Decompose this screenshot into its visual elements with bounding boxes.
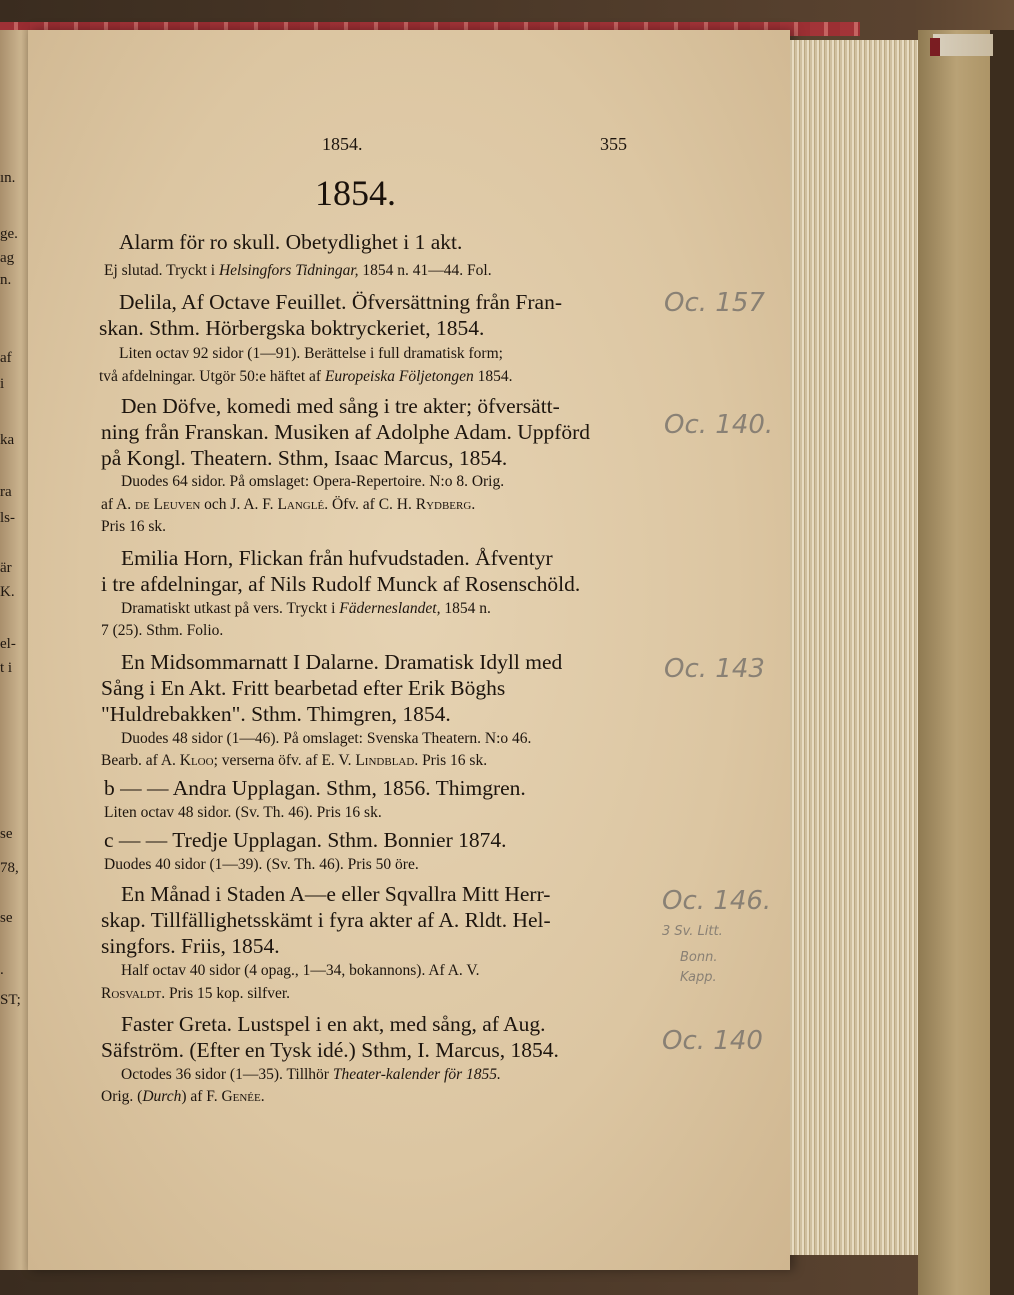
section-title: 1854. (315, 173, 396, 213)
page-number: 355 (600, 134, 627, 154)
entry-note-line (101, 1088, 265, 1106)
entry-title-line: i tre afdelningar, af Nils Rudolf Munck af Rosenschöld. (101, 572, 581, 596)
entry-title-line: på Kongl. Theatern. Sthm, Isaac Marcus, 1854. (101, 446, 508, 470)
note-italic: Helsingfors Tidningar, (218, 262, 359, 279)
note-text: Dramatiskt utkast på vers. Tryckt i (121, 600, 340, 617)
entry-note-line (104, 262, 492, 280)
entry-title-line: En Månad i Staden A—e eller Sqvallra Mitt Herr- (121, 882, 551, 906)
note-text: Bearb. af A. (101, 752, 180, 769)
back-cover-edge (990, 30, 1014, 1295)
entry-note-line: 7 (25). Sthm. Folio. (101, 622, 224, 639)
entry-title-line: Alarm för ro skull. Obetydlighet i 1 akt. (119, 230, 463, 254)
note-smallcaps: Langlé (277, 496, 325, 513)
note-smallcaps: Kloo (179, 752, 214, 769)
margin-fragment: t i (0, 660, 13, 676)
note-text: två afdelningar. Utgör 50:e häftet af (99, 368, 325, 385)
entry-title-line: b — — Andra Upplagan. Sthm, 1856. Thimgren. (104, 776, 526, 800)
note-text: och J. A. F. (200, 496, 278, 513)
note-text: Ej slutad. Tryckt i (104, 262, 219, 279)
pencil-annotation: Kapp. (680, 970, 717, 985)
note-text: ; verserna öfv. af E. V. (213, 752, 356, 769)
pencil-annotation: Oc. 143 (664, 654, 765, 684)
note-smallcaps: Lindblad (355, 752, 415, 769)
pencil-annotation: Oc. 140. (664, 410, 774, 440)
note-text: . (260, 1088, 265, 1105)
entry-note-line: Duodes 64 sidor. På omslaget: Opera-Repertoire. N:o 8. Orig. (121, 473, 505, 490)
note-text: Orig. ( (101, 1088, 143, 1105)
entry-note-line (101, 985, 290, 1003)
margin-fragment: . (0, 962, 4, 978)
note-text: 1854 n. (440, 600, 491, 617)
note-text: ) af F. (181, 1088, 222, 1105)
entry-note-line: Liten octav 92 sidor (1—91). Berättelse i full dramatisk form; (119, 345, 503, 362)
margin-fragment: ST; (0, 992, 21, 1008)
pencil-annotation: Oc. 146. (662, 886, 772, 916)
margin-fragment: ka (0, 432, 15, 448)
entry-title-line: Faster Greta. Lustspel i en akt, med sång, af Aug. (121, 1012, 546, 1036)
margin-fragment: är (0, 560, 12, 576)
note-italic: Durch (142, 1088, 182, 1105)
entry-note-line (101, 752, 487, 770)
entry-title-line: ning från Franskan. Musiken af Adolphe Adam. Uppförd (101, 420, 591, 444)
margin-fragment: af (0, 350, 12, 366)
margin-fragment: el- (0, 636, 16, 652)
entry-note-line (99, 368, 513, 386)
entry-title-line: Den Döfve, komedi med sång i tre akter; öfversätt- (121, 394, 560, 418)
margin-fragment: 78, (0, 860, 19, 876)
margin-fragment: i (0, 376, 5, 392)
pencil-annotation: Oc. 157 (664, 288, 765, 318)
pencil-annotation: Oc. 140 (662, 1026, 763, 1056)
page-stack (790, 40, 920, 1255)
note-text: . (471, 496, 476, 513)
entry-title-line: Sång i En Akt. Fritt bearbetad efter Erik Böghs (101, 676, 506, 700)
pencil-annotation: 3 Sv. Litt. (662, 924, 723, 939)
note-italic: Fäderneslandet, (339, 600, 441, 617)
margin-fragment: se (0, 826, 13, 842)
cover-label (933, 34, 993, 56)
entry-note-line: Half octav 40 sidor (4 opag., 1—34, bokannons). Af A. V. (121, 962, 480, 979)
entry-title-line: Säfström. (Efter en Tysk idé.) Sthm, I. Marcus, 1854. (101, 1038, 559, 1062)
margin-fragment: ag (0, 250, 15, 266)
entry-note-line: Duodes 48 sidor (1—46). På omslaget: Svenska Theatern. N:o 46. (121, 730, 532, 747)
margin-fragment: ra (0, 484, 12, 500)
entry-note-line (121, 600, 491, 618)
entry-title-line: skap. Tillfällighetsskämt i fyra akter af A. Rldt. Hel- (101, 908, 551, 932)
entry-title-line: skan. Sthm. Hörbergska boktryckeriet, 1854. (99, 316, 485, 340)
note-smallcaps: de Leuven (135, 496, 201, 513)
entry-title-line: c — — Tredje Upplagan. Sthm. Bonnier 1874. (104, 828, 507, 852)
entry-note-line: Liten octav 48 sidor. (Sv. Th. 46). Pris 16 sk. (104, 804, 382, 821)
note-italic: Theater-kalender för 1855. (332, 1066, 501, 1083)
note-smallcaps: Rydberg (415, 496, 472, 513)
pencil-annotation: Bonn. (680, 950, 718, 965)
note-text: 1854. (473, 368, 513, 385)
note-smallcaps: Rosvaldt (101, 985, 162, 1002)
margin-fragment: se (0, 910, 13, 926)
note-text: Octodes 36 sidor (1—35). Tillhör (121, 1066, 333, 1083)
margin-fragment: ın. (0, 170, 16, 186)
entry-note-line: Duodes 40 sidor (1—39). (Sv. Th. 46). Pris 50 öre. (104, 856, 419, 873)
margin-fragment: n. (0, 272, 12, 288)
note-text: . Öfv. af C. H. (324, 496, 416, 513)
note-smallcaps: Genée (221, 1088, 261, 1105)
entry-title-line: En Midsommarnatt I Dalarne. Dramatisk Idyll med (121, 650, 563, 674)
entry-note-line (121, 1066, 501, 1084)
margin-fragment: ls- (0, 510, 15, 526)
entry-note-line: Pris 16 sk. (101, 518, 167, 535)
margin-fragment: ge. (0, 226, 18, 242)
cover-label-mark (930, 38, 940, 56)
entry-note-line (101, 496, 475, 514)
running-header-year: 1854. (322, 134, 363, 154)
note-text: af A. (101, 496, 136, 513)
entry-title-line: "Huldrebakken". Sthm. Thimgren, 1854. (101, 702, 451, 726)
entry-title-line: Delila, Af Octave Feuillet. Öfversättning från Fran- (119, 290, 562, 314)
entry-title-line: Emilia Horn, Flickan från hufvudstaden. Åfventyr (121, 546, 553, 570)
note-text: . Pris 15 kop. silfver. (161, 985, 291, 1002)
note-italic: Europeiska Följetongen (324, 368, 474, 385)
note-text: . Pris 16 sk. (414, 752, 488, 769)
note-text: 1854 n. 41—44. Fol. (358, 262, 492, 279)
entry-title-line: singfors. Friis, 1854. (101, 934, 280, 958)
margin-fragment: K. (0, 584, 15, 600)
